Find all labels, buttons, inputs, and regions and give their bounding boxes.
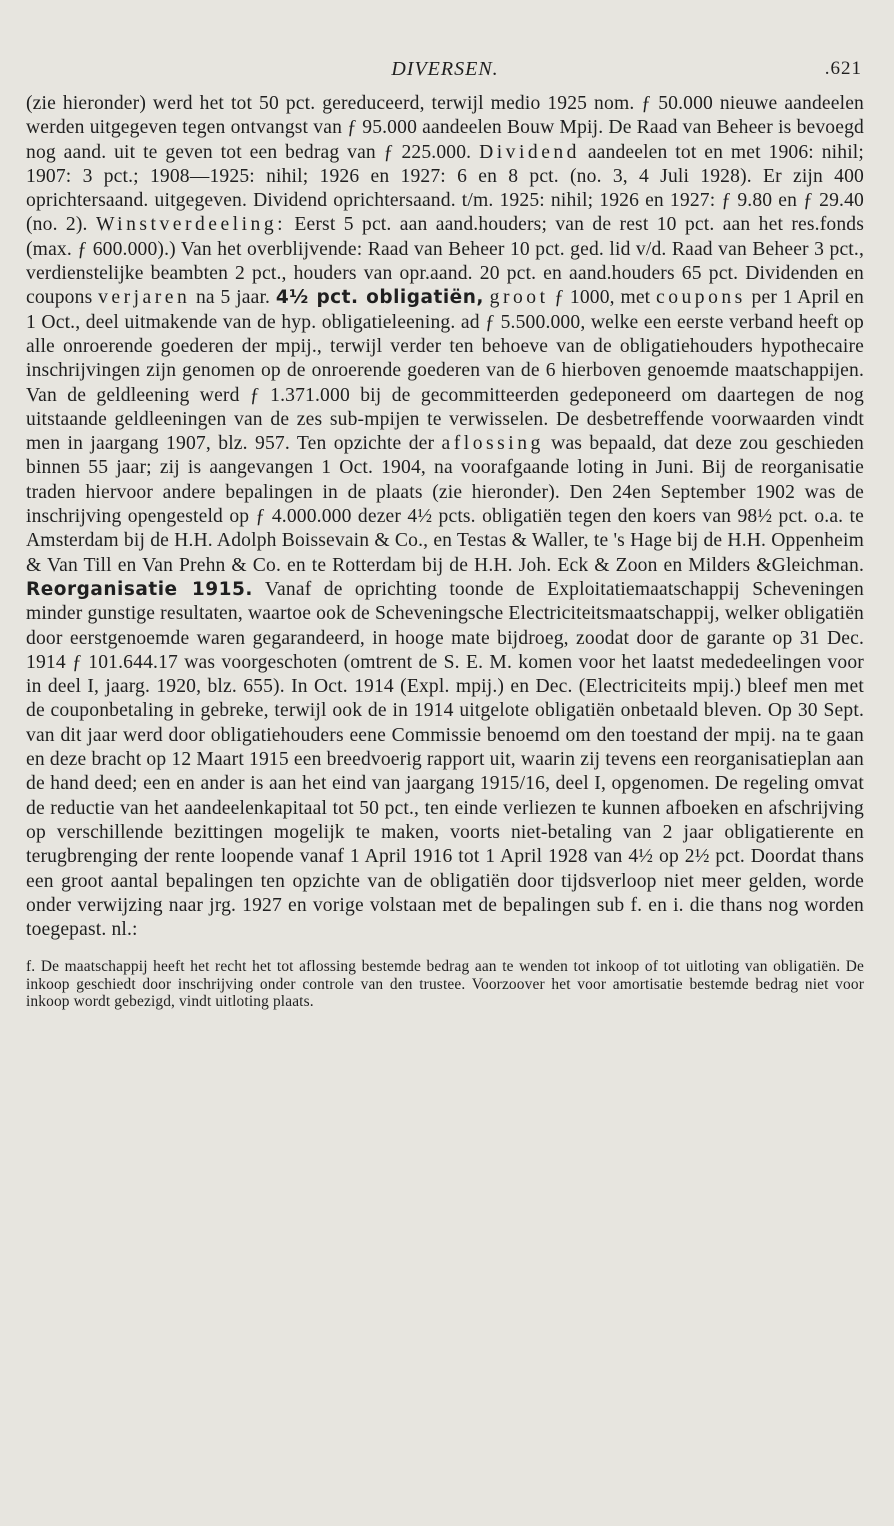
text-run: was bepaald, dat deze zou geschieden binnen 55 jaar; zij is aangevangen 1 Oct. 1904, na voorafgaande loting in Juni. Bij de reorganisatie traden hiervoor andere bepalingen in de plaats (zie hieronder). Den 24en September 1902 was de inschrijving opengesteld op ƒ 4.000.000 dezer 4½ pcts. obligatiën tegen den koers van 98½ pct. o.a. te Amsterdam bij de H.H. Adolph Boissevain & Co., en Testas & Waller, te 's Hage bij de H.H. Oppenheim & Van Till en Van Prehn & Co. en te Rotterdam bij de H.H. Joh. Eck & Zoon en Milders &Gleichman. — [26, 433, 864, 576]
text-run: per 1 April en 1 Oct., deel uitmakende van de hyp. obligatieleening. ad ƒ 5.500.000, welke een eerste verband heeft op alle onroerende goederen der mpij., terwijl verder ten behoeve van de obligatiehouders hypothecaire inschrijvingen zijn genomen op de onroerende goederen van de 6 hierboven genoemde maatschappijen. Van de geldleening werd ƒ 1.371.000 bij de gecommitteerden gedeponeerd om daartegen de nog uitstaande geldleeningen van de zes sub-mpijen te verwisselen. De desbetreffende voorwaarden vindt men in jaargang 1907, blz. 957. Ten opzichte der — [26, 287, 864, 455]
text-run: aandeelen tot en met 1906: nihil; 1907: 3 pct.; 1908—1925: nihil; 1926 en 1927: 6 en 8 pct. (no. 3, 4 Juli 1928). Er zijn 400 oprichtersaand. uitgegeven. Dividend oprichtersaand. t/m. 1925: nihil; 1926 en 1927: ƒ 9.80 en ƒ 29.40 (no. 2). — [26, 141, 864, 236]
running-title: DIVERSEN. — [391, 58, 499, 80]
spaced-label-coupons: coupons — [656, 287, 746, 309]
spaced-label-verjaren: verjaren — [98, 287, 191, 309]
page-number: .621 — [824, 58, 862, 79]
spaced-label-aflossing: aflossing — [441, 433, 544, 455]
section-heading-obligatien: 4½ pct. obligatiën, — [275, 287, 484, 309]
text-run: Eerst 5 pct. aan aand.houders; van de rest 10 pct. aan het res.fonds (max. ƒ 600.000).) Van het overblijvende: Raad van Beheer 10 pct. ged. lid v/d. Raad van Beheer 3 pct., verdienstelijke beambten 2 pct., houders van opr.aand. 20 pct. en aand.houders 65 pct. Dividenden en coupons — [26, 214, 864, 309]
text-run: (zie hieronder) werd het tot 50 pct. gereduceerd, terwijl medio 1925 nom. ƒ 50.000 nieuwe aandeelen werden uitgegeven tegen ontvangst van ƒ 95.000 aandeelen Bouw Mpij. De Raad van Beheer is bevoegd nog aand. uit te geven tot een bedrag van ƒ 225.000. — [26, 93, 864, 163]
text-run: na 5 jaar. — [195, 287, 271, 309]
main-text — [26, 92, 864, 942]
section-heading-reorganisatie: Reorganisatie 1915. — [26, 578, 253, 600]
text-run: ƒ 1000, met — [554, 287, 651, 309]
paragraph — [26, 92, 864, 942]
footnote-text: f. De maatschappij heeft het recht het tot aflossing bestemde bedrag aan te wenden tot inkoop of tot uitloting van obligatiën. De inkoop geschiedt door inschrijving onder controle van den trustee. Voorzoover het voor amortisatie bestemde bedrag niet voor inkoop wordt gebezigd, vindt uitloting plaats. — [26, 958, 864, 1011]
footnote — [26, 958, 864, 1010]
running-header — [26, 58, 864, 92]
text-run: Vanaf de oprichting toonde de Exploitatiemaatschappij Scheveningen minder gunstige resultaten, waartoe ook de Scheveningsche Electriciteitsmaatschappij, welker obligatiën door eerstgenoemde waren gegarandeerd, in hooge mate bijdroeg, zoodat door de garante op 31 Dec. 1914 ƒ 101.644.17 was voorgeschoten (omtrent de S. E. M. komen voor het laatst mededeelingen voor in deel I, jaarg. 1920, blz. 655). In Oct. 1914 (Expl. mpij.) en Dec. (Electriciteits mpij.) bleef men met de couponbetaling in gebreke, terwijl ook de in 1914 uitgelote obligatiën onbetaald bleven. Op 30 Sept. van dit jaar werd door obligatiehouders eene Commissie benoemd om den toestand der mpij. na te gaan en deze bracht op 12 Maart 1915 een breedvoerig rapport uit, waarin zij tevens een reorganisatieplan aan de hand deed; een en ander is aan het eind van jaargang 1915/16, deel I, opgenomen. De regeling omvat de reductie van het aandeelenkapitaal tot 50 pct., ten einde verliezen te kunnen afboeken en afschrijving op verschillende bezittingen mogelijk te maken, voorts niet-betaling van 2 jaar obligatierente en terugbrenging der rente loopende vanaf 1 April 1916 tot 1 April 1928 van 4½ op 2½ pct. Doordat thans een groot aantal bepalingen ten opzichte van de obligatiën door tijdsverloop niet meer gelden, worde onder verwijzing naar jrg. 1927 en vorige volstaan met de bepalingen sub f. en i. die thans nog worden toegepast. nl.: — [26, 578, 864, 941]
spaced-label-dividend: Dividend — [479, 141, 580, 163]
spaced-label-groot: groot — [489, 287, 549, 309]
spaced-label-winstverdeeling: Winstverdeeling: — [95, 214, 287, 236]
